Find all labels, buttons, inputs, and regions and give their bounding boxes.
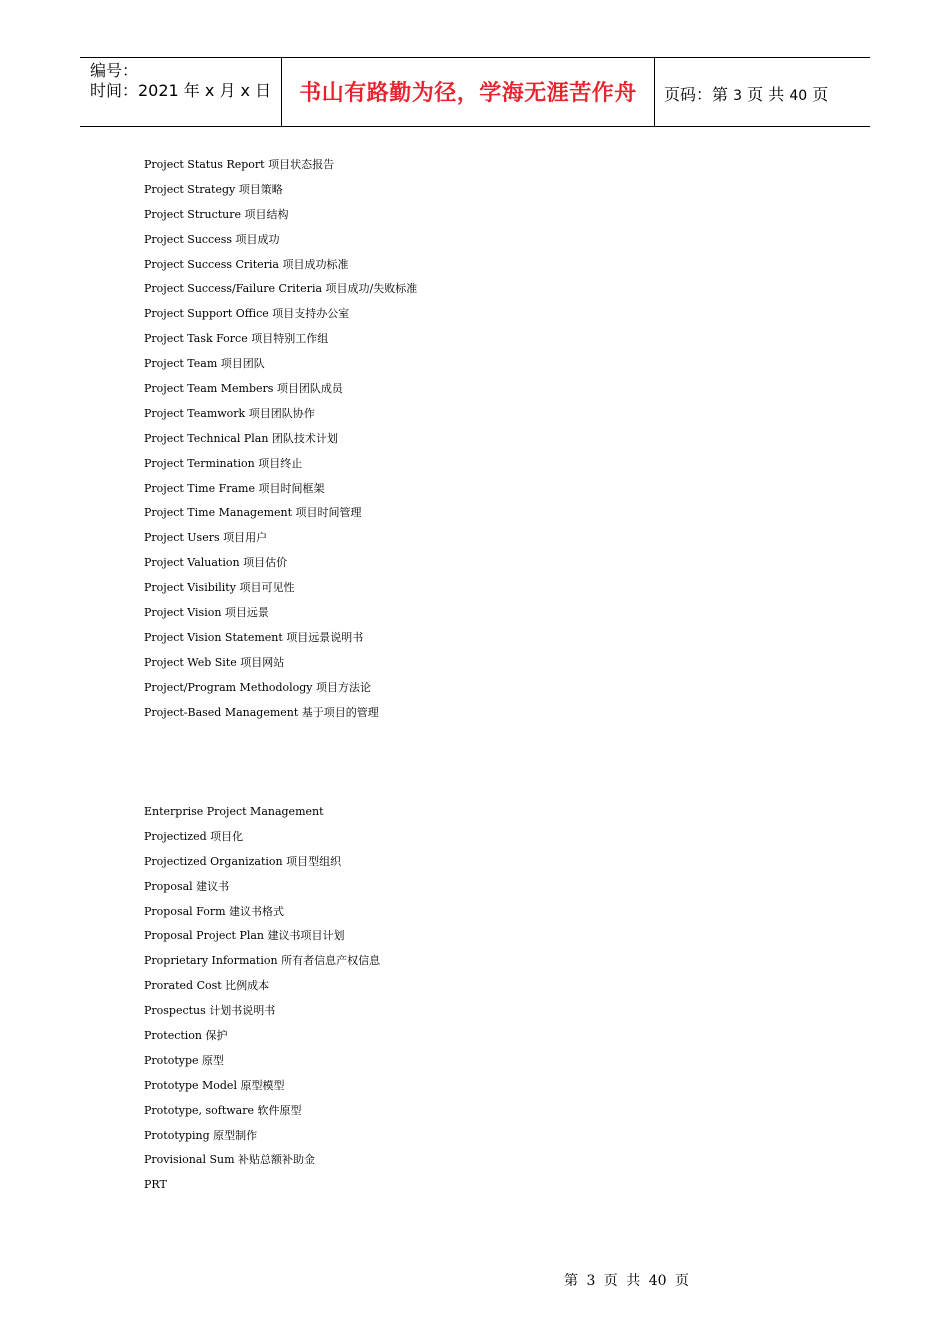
glossary-entry: Project Support Office 项目支持办公室 [144,307,350,321]
glossary-entry: Project Success Criteria 项目成功标准 [144,257,349,271]
glossary-entry: Project Success 项目成功 [144,232,280,246]
document-number-label: 编号： [90,61,139,80]
header-page-indicator [664,82,828,105]
page-current: 3 [733,88,743,104]
header-meta [90,61,271,101]
glossary-entry: Projectized 项目化 [144,829,244,843]
glossary-entry: Project Team 项目团队 [144,357,265,371]
page-footer: 第 3 页 共 40 页 [564,1273,689,1289]
glossary-entry: Prospectus 计划书说明书 [144,1004,276,1018]
glossary-entry: Project Strategy 项目策略 [144,182,283,196]
glossary-entry: PRT [144,1178,167,1192]
glossary-entry: Prototyping 原型制作 [144,1128,258,1142]
glossary-entry: Project Task Force 项目特别工作组 [144,332,329,346]
glossary-entry: Proposal Project Plan 建议书项目计划 [144,929,345,943]
glossary-entry: Prorated Cost 比例成本 [144,979,270,993]
glossary-entry: Project Success/Failure Criteria 项目成功/失败标准 [144,282,418,296]
page-mid: 页 共 [747,85,785,104]
glossary-entry: Project Technical Plan 团队技术计划 [144,431,338,445]
page-prefix: 页码：第 [664,85,729,104]
glossary-entry: Project Vision 项目远景 [144,606,269,620]
glossary-entry: Project Teamwork 项目团队协作 [144,406,315,420]
glossary-entry: Proprietary Information 所有者信息产权信息 [144,954,381,968]
glossary-entry: Project-Based Management 基于项目的管理 [144,705,379,719]
header-motto: 书山有路勤为径，学海无涯苦作舟 [299,81,637,106]
glossary-entry: Project Web Site 项目网站 [144,655,285,669]
glossary-list-b [144,805,380,1203]
glossary-entry: Project/Program Methodology 项目方法论 [144,680,372,694]
glossary-entry: Project Visibility 项目可见性 [144,581,295,595]
glossary-entry: Project Structure 项目结构 [144,207,289,221]
page-total: 40 [789,88,808,104]
glossary-entry: Prototype Model 原型模型 [144,1078,285,1092]
glossary-entry: Provisional Sum 补贴总额补助金 [144,1153,316,1167]
page-suffix: 页 [812,85,829,104]
glossary-entry: Project Time Management 项目时间管理 [144,506,362,520]
glossary-entry: Prototype, software 软件原型 [144,1103,302,1117]
glossary-entry: Project Vision Statement 项目远景说明书 [144,630,364,644]
glossary-entry: Projectized Organization 项目型组织 [144,854,342,868]
header-divider [654,58,655,126]
page-header [80,57,870,127]
document-time-label: 时间：2021 年 x 月 x 日 [90,81,272,100]
glossary-entry: Protection 保护 [144,1029,228,1043]
glossary-entry: Project Team Members 项目团队成员 [144,382,343,396]
glossary-entry: Proposal 建议书 [144,879,230,893]
glossary-entry: Enterprise Project Management [144,805,324,818]
glossary-entry: Project Status Report 项目状态报告 [144,158,335,171]
glossary-entry: Project Time Frame 项目时间框架 [144,481,325,495]
glossary-entry: Project Users 项目用户 [144,531,268,545]
glossary-entry: Prototype 原型 [144,1053,225,1067]
glossary-entry: Proposal Form 建议书格式 [144,904,285,918]
glossary-list-a [144,158,417,730]
glossary-entry: Project Valuation 项目估价 [144,556,288,570]
glossary-entry: Project Termination 项目终止 [144,456,303,470]
